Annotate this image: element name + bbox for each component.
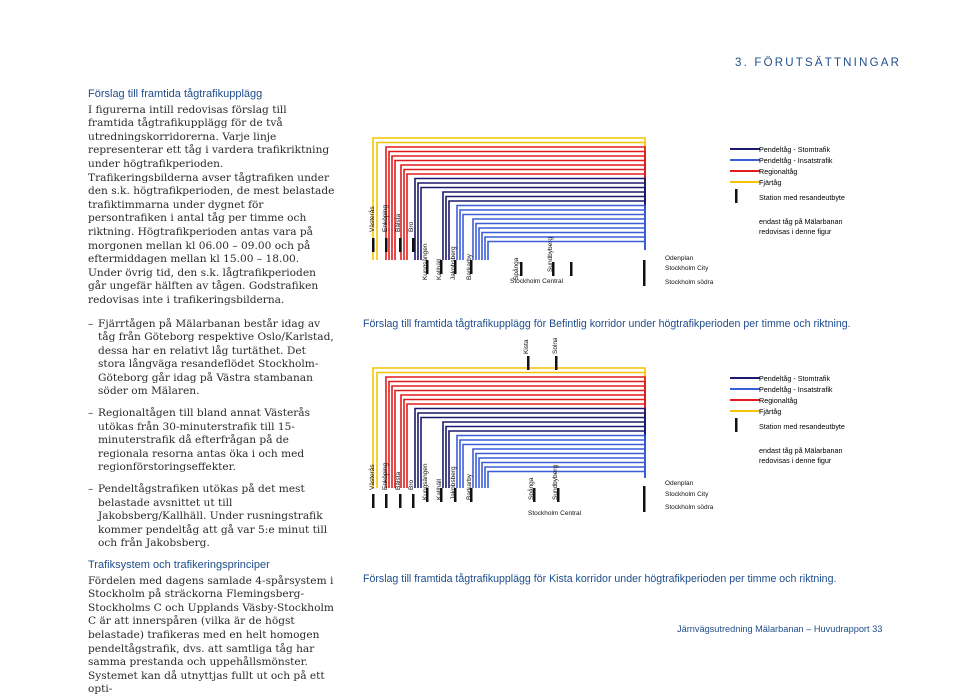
legend xyxy=(730,374,845,465)
station-label: Bålsta xyxy=(395,471,402,490)
station-label: Stockholm City xyxy=(665,491,709,498)
station-label: Stockholm Central xyxy=(528,510,582,517)
station-labels xyxy=(368,205,714,286)
station-label: Västerås xyxy=(369,206,376,232)
legend-note: endast tåg på Mälarbanan xyxy=(759,446,843,455)
legend-label: Pendeltåg - Stomtrafik xyxy=(759,374,831,383)
track-line xyxy=(392,156,645,260)
station-label: Solna xyxy=(552,338,559,354)
station-label: Stockholm södra xyxy=(665,504,714,511)
station-label: Jakobsberg xyxy=(450,246,457,280)
intro-paragraph: I figurerna intill redovisas förslag till framtida tågtrafikupplägg för de två utredningskorridorerna. Varje linje representerar ett tåg i vardera trafikriktning under högtrafikperioden. Trafikeringsbilderna avser tågtrafiken under den s.k. högtrafikperioden, de mest belastade trafiktimmarna under dygnet för persontrafiken i antal tåg per timme och riktning. Högtrafikperioden antas vara på morgonen mellan kl 06.00 – 09.00 och på eftermiddagen mellan kl 15.00 – 18.00. Under övrig tid, den s.k. lågtrafikperioden går ungefär hälften av tågen. Godstrafiken redovisas inte i trafikeringsbilderna. xyxy=(88,103,335,306)
chapter-heading: 3. FÖRUTSÄTTNINGAR xyxy=(735,57,902,69)
station-marker xyxy=(643,486,646,500)
figure-caption: Förslag till framtida tågtrafikupplägg för Befintlig korridor under högtrafikperioden per timme och riktning. xyxy=(363,318,851,330)
station-marker xyxy=(643,272,646,286)
station-label: Västerås xyxy=(369,464,376,490)
station-marker xyxy=(555,356,558,370)
track-line xyxy=(485,237,645,260)
station-label: Kallhäll xyxy=(436,479,443,500)
station-marker xyxy=(643,498,646,512)
legend-label: Pendeltåg - Stomtrafik xyxy=(759,145,831,154)
station-label: Sundbyberg xyxy=(547,236,554,272)
legend-note: redovisas i denne figur xyxy=(759,227,832,236)
legend-label: Station med resandeutbyte xyxy=(759,193,845,202)
station-label: Odenplan xyxy=(665,480,694,487)
text-column xyxy=(88,88,336,697)
bullet-list xyxy=(88,318,336,552)
station-label: Spånga xyxy=(513,257,520,280)
station-label: Jakobsberg xyxy=(450,466,457,500)
track-line xyxy=(488,472,645,489)
station-label: Odenplan xyxy=(665,255,694,262)
page-footer: Järnvägsutredning Mälarbanan – Huvudrapport 33 xyxy=(677,624,883,634)
bullet-regionaltag: – Regionaltågen till bland annat Västerås utökas från 30-minuterstrafik till 15-minuterstrafik då efterfrågan på de regionala resorna antas öka i och med regionförstoringseffekter. xyxy=(88,407,336,475)
station-label: Barkarby xyxy=(466,473,473,500)
track-line xyxy=(488,242,645,261)
track-line xyxy=(392,386,645,488)
station-label: Bålsta xyxy=(395,213,402,232)
station-label: Sundbyberg xyxy=(552,464,559,500)
legend-label: Regionaltåg xyxy=(759,167,798,176)
traffic-diagram-kista xyxy=(345,338,905,533)
station-marker xyxy=(520,262,523,276)
track-line xyxy=(473,219,645,260)
legend xyxy=(730,145,845,236)
legend-note: redovisas i denne figur xyxy=(759,456,832,465)
figure-caption: Förslag till framtida tågtrafikupplägg för Kista korridor under högtrafikperioden per timme och riktning. xyxy=(363,573,837,585)
section-heading-2: Trafiksystem och trafikeringsprinciper xyxy=(88,559,270,571)
station-marker xyxy=(372,494,375,508)
station-marker xyxy=(570,262,573,276)
station-marker xyxy=(643,260,646,274)
station-label: Stockholm södra xyxy=(665,279,714,286)
bullet-fjarrtag: – Fjärrtågen på Mälarbanan består idag av tåg från Göteborg respektive Oslo/Karlstad, dessa har en relativt låg turtäthet. Det stora långväga resandeflödet Stockholm-Göteborg går idag på Västra stambanan söder om Mälaren. xyxy=(88,318,336,400)
station-label: Spånga xyxy=(528,477,535,500)
legend-label: Regionaltåg xyxy=(759,396,798,405)
station-marker xyxy=(412,238,415,252)
station-label: Barkarby xyxy=(466,253,473,280)
track-line xyxy=(473,449,645,488)
principles-paragraph: Fördelen med dagens samlade 4-spårsystem i Stockholm på sträckorna Flemingsberg-Stockholms C och Upplands Väsby-Stockholm C är att innerspåren (vilka är de högst belastade) trafikeras med en helt homogen pendeltågstrafik, dvs. att samtliga tåg har samma prestanda och uppehållsmönster. Systemet kan då utnyttjas fullt ut och på ett opti- xyxy=(88,574,334,696)
station-marker xyxy=(385,238,388,252)
station-marker xyxy=(527,356,530,370)
legend-label: Fjärtåg xyxy=(759,407,782,416)
station-marker xyxy=(399,494,402,508)
traffic-diagram-befintlig xyxy=(345,120,905,315)
station-label: Enköping xyxy=(382,462,389,490)
station-label: Stockholm City xyxy=(665,265,709,272)
station-label: Stockholm Central xyxy=(510,278,564,285)
track-lines xyxy=(372,138,646,286)
legend-station-marker xyxy=(735,189,738,203)
station-label: Kista xyxy=(523,339,530,354)
track-line xyxy=(386,147,645,260)
station-marker xyxy=(412,494,415,508)
station-marker xyxy=(372,238,375,252)
station-marker xyxy=(399,238,402,252)
legend-label: Station med resandeutbyte xyxy=(759,422,845,431)
legend-label: Pendeltåg - Insatstrafik xyxy=(759,385,833,394)
station-labels xyxy=(368,338,714,517)
station-label: Enköping xyxy=(382,204,389,232)
section-heading: Förslag till framtida tågtrafikupplägg xyxy=(88,88,263,100)
legend-note: endast tåg på Mälarbanan xyxy=(759,217,843,226)
legend-station-marker xyxy=(735,418,738,432)
legend-label: Fjärtåg xyxy=(759,178,782,187)
station-label: Kallhäll xyxy=(436,259,443,280)
station-marker xyxy=(385,494,388,508)
track-line xyxy=(485,467,645,488)
station-label: Bro xyxy=(408,479,415,490)
station-label: Kungsängen xyxy=(422,243,429,280)
legend-label: Pendeltåg - Insatstrafik xyxy=(759,156,833,165)
station-label: Kungsängen xyxy=(422,463,429,500)
bullet-pendeltag: – Pendeltågstrafiken utökas på det mest belastade avsnittet ut till Jakobsberg/Kallhäll. Under rusningstrafik kommer pendeltåg att gå var 5:e minut till och från Jakobsberg. xyxy=(88,483,336,551)
station-label: Bro xyxy=(408,221,415,232)
